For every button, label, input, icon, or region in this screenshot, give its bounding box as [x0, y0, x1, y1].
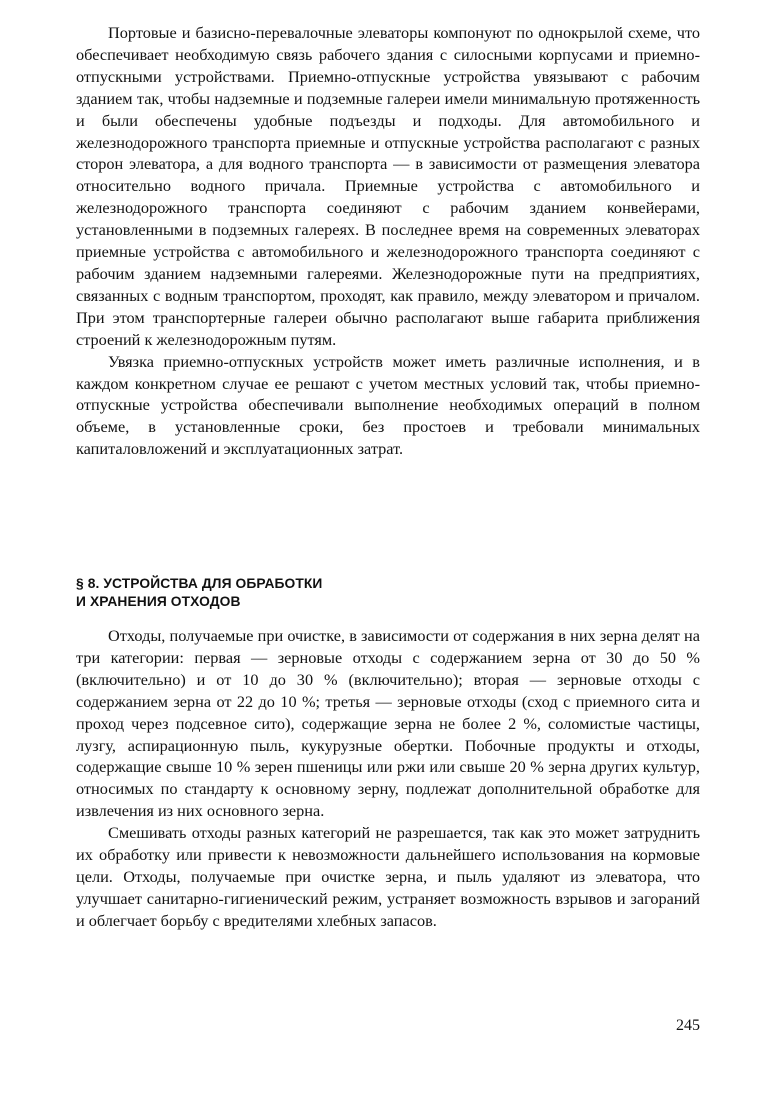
- page-number: 245: [676, 1017, 700, 1034]
- section-heading-line: И ХРАНЕНИЯ ОТХОДОВ: [76, 594, 241, 609]
- paragraph: Увязка приемно-отпускных устройств может иметь различные исполнения, и в каждом конкретном случае ее решают с учетом местных условий так, чтобы приемно-отпускные устройства обеспечивали выполнение необходимых операций в полном объеме, в установленные сроки, без простоев и требовали минимальных капиталовложений и эксплуатационных затрат.: [76, 351, 700, 459]
- text-section-waste-processing: [76, 625, 700, 932]
- paragraph: Смешивать отходы разных категорий не разрешается, так как это может затруднить их обработку или привести к невозможности дальнейшего использования на кормовые цели. Отходы, получаемые при очистке зерна, и пыль удаляют из элеватора, что улучшает санитарно-гигиенический режим, устраняет возможность взрывов и загораний и облегчает борьбу с вредителями хлебных запасов.: [76, 823, 700, 930]
- paragraph: Отходы, получаемые при очистке, в зависимости от содержания в них зерна делят на три категории: первая — зерновые отходы с содержанием зерна от 30 до 50 % (включительно) и от 10 до 30 % (включительно); вторая — зерновые отходы с содержанием зерна от 22 до 10 %; третья — зерновые отходы (сход с приемного сита и проход через подсевное сито), содержащие зерна не более 2 %, соломистые частицы, лузгу, аспирационную пыль, кукурузные обертки. Побочные продукты и отходы, содержащие свыше 10 % зерен пшеницы или ржи или свыше 20 % зерна других культур, относимых по стандарту к основному зерну, подлежат дополнительной обработке для извлечения из них основного зерна.: [76, 626, 700, 821]
- section-heading-line: § 8. УСТРОЙСТВА ДЛЯ ОБРАБОТКИ: [76, 576, 323, 591]
- section-heading: [76, 575, 576, 611]
- text-section-elevator-layout: [76, 22, 700, 460]
- paragraph: Портовые и базисно-перевалочные элеваторы компонуют по однокрылой схеме, что обеспечивает необходимую связь рабочего здания с силосными корпусами и приемно-отпускными устройствами. Приемно-отпускные устройства увязывают с рабочим зданием так, чтобы надземные и подземные галереи имели минимальную протяженность и были обеспечены удобные подъезды и подходы. Для автомобильного и железнодорожного транспорта приемные и отпускные устройства располагают с разных сторон элеватора, а для водного транспорта — в зависимости от размещения элеватора относительно водного причала. Приемные устройства с автомобильного и железнодорожного транспорта соединяют с рабочим зданием конвейерами, установленными в подземных галереях. В последнее время на современных элеваторах приемные устройства с автомобильного и железнодорожного транспорта соединяют с рабочим зданием надземными галереями. Железнодорожные пути на предприятиях, связанных с водным транспортом, проходят, как правило, между элеватором и причалом. При этом транспортерные галереи обычно располагают выше габарита приближения строений к железнодорожным путям.: [76, 23, 700, 349]
